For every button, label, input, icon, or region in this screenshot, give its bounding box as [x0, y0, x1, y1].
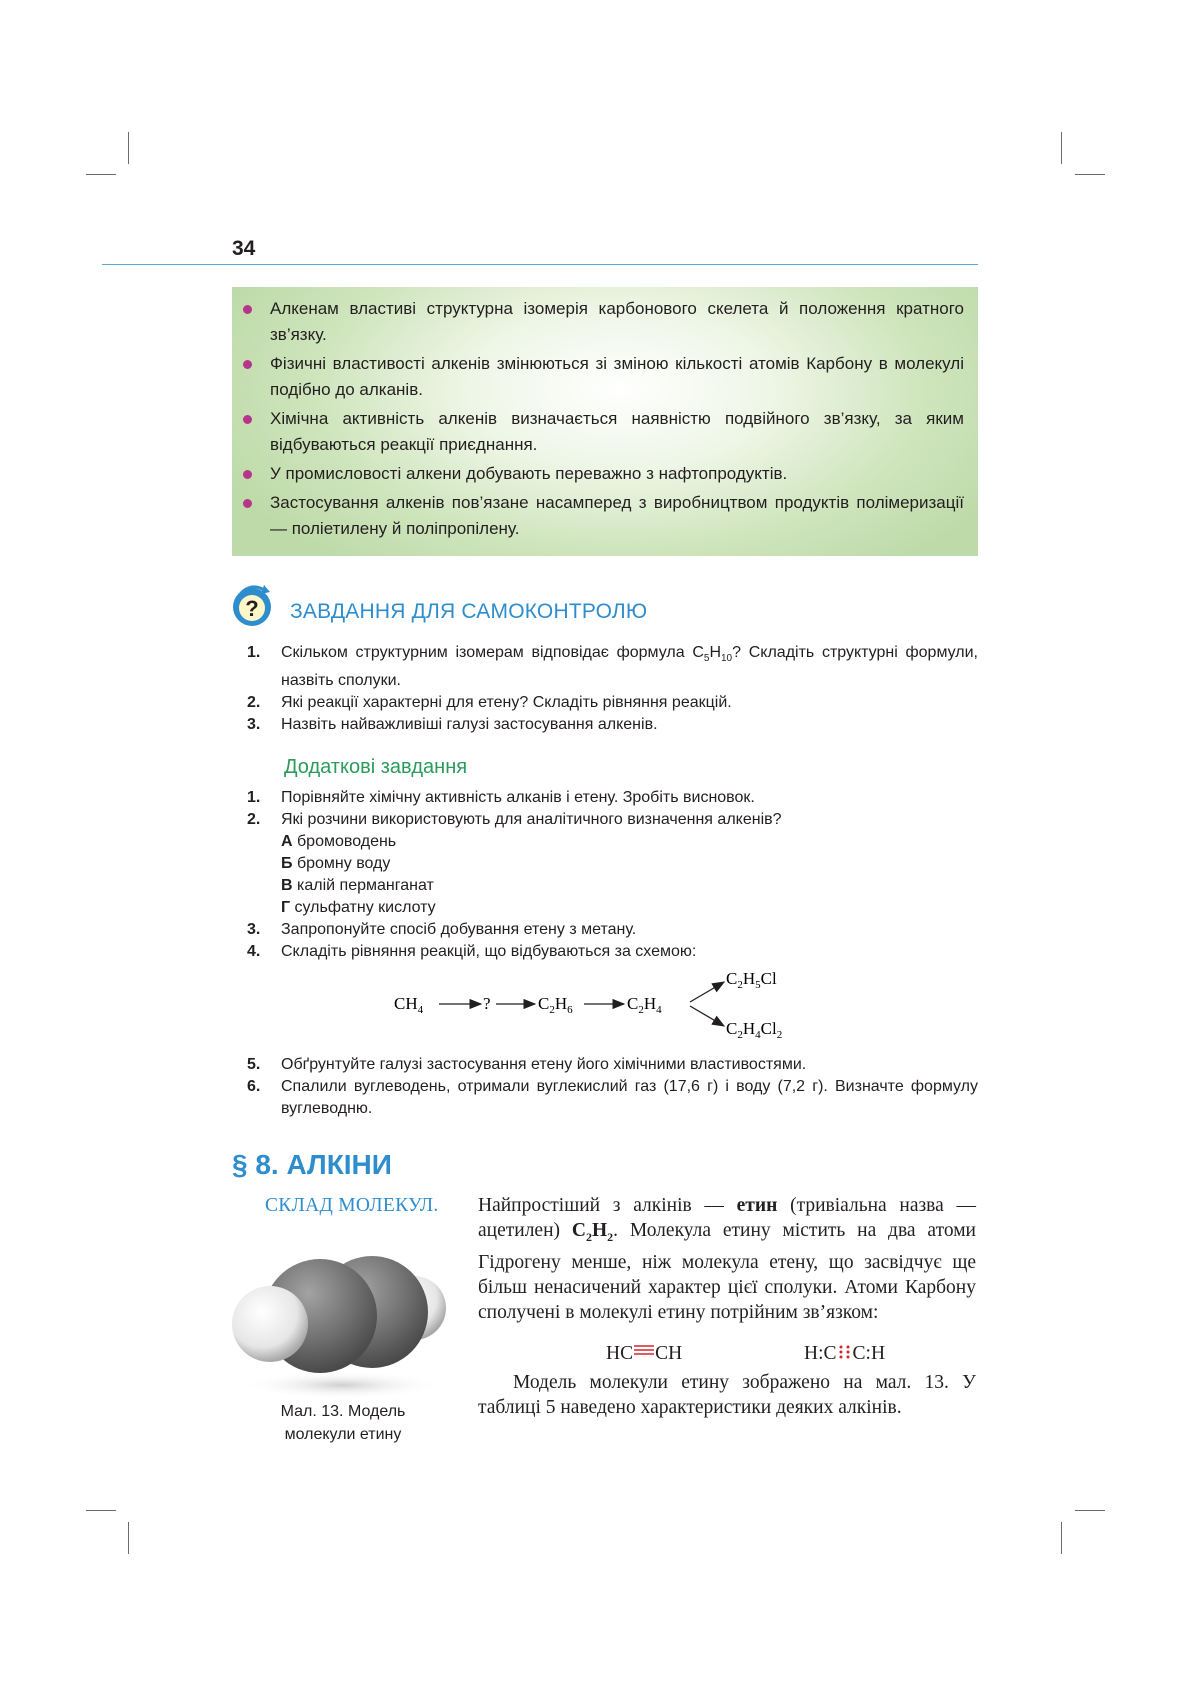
- summary-list: [232, 287, 978, 542]
- task-item: 1. Скільком структурним ізомерам відповідає формула $C_5H_{10}$? Складіть структурні формули, назвіть сполуки.: [247, 644, 978, 690]
- summary-item: Алкенам властиві структурна ізомерія карбонового скелета й положення кратного зв’язку.: [270, 296, 964, 348]
- summary-item: Хімічна активність алкенів визначається наявністю подвійного зв’язку, за яким відбуваються реакції приєднання.: [270, 406, 964, 458]
- task-item: 6. Спалили вуглеводень, отримали вуглекислий газ (17,6 г) і воду (7,2 г). Визначте формулу вуглеводню.: [247, 1078, 978, 1117]
- answer-option: Г сульфатну кислоту: [281, 899, 436, 916]
- additional-tasks-continued: [247, 1054, 978, 1120]
- task-item: 3. Запропонуйте спосіб добування етену з метану.: [247, 921, 637, 938]
- formula-c2h4cl2: $C_2H_4Cl_2$: [726, 1019, 783, 1041]
- ethyne-formulas: [478, 1343, 976, 1369]
- task-item: 1. Порівняйте хімічну активність алканів і етену. Зробіть висновок.: [247, 789, 755, 806]
- crop-mark-bottom-left-vertical: [128, 1522, 129, 1554]
- self-control-title: ЗАВДАННЯ ДЛЯ САМОКОНТРОЛЮ: [290, 600, 648, 623]
- answer-option: А бромоводень: [281, 833, 397, 850]
- task-item: 4. Складіть рівняння реакцій, що відбуваються за схемою:: [247, 943, 697, 960]
- subheading: СКЛАД МОЛЕКУЛ.: [265, 1195, 439, 1216]
- triple-bond-icon: [633, 1343, 655, 1357]
- bullet-icon: [243, 415, 252, 424]
- formula-c2h4: $C_2H_4$: [627, 994, 662, 1016]
- ethyne-molecule-model: [232, 1240, 452, 1400]
- additional-tasks: [247, 787, 978, 963]
- arrow: [690, 1006, 724, 1026]
- unknown-substance: ?: [483, 994, 491, 1013]
- answer-option: Б бромну воду: [281, 855, 391, 872]
- task-item: 2. Які реакції характерні для етену? Складіть рівняння реакцій.: [247, 694, 732, 712]
- task-item: 3. Назвіть найважливіші галузі застосування алкенів.: [247, 716, 658, 734]
- task-item: 2. Які розчини використовують для аналітичного визначення алкенів?: [247, 811, 782, 828]
- crop-mark-top-right-vertical: [1061, 132, 1062, 164]
- electron-formula: H:C C:H: [804, 1343, 886, 1364]
- electron-pairs-icon: [837, 1344, 853, 1360]
- bullet-icon: [243, 360, 252, 369]
- formula-c2h6: $C_2H_6$: [538, 994, 573, 1016]
- summary-item: Застосування алкенів пов’язане насамперед з виробництвом продуктів полімеризації — поліетилену й поліпропілену.: [270, 490, 964, 542]
- question-mark-icon: [230, 583, 274, 629]
- bullet-icon: [243, 470, 252, 479]
- paragraph-model: Модель молекули етину зображено на мал. 13. У таблиці 5 наведено характеристики деяких алкінів.: [478, 1372, 976, 1418]
- crop-mark-top-left-vertical: [128, 132, 129, 164]
- task-item: 5. Обґрунтуйте галузі застосування етену його хімічними властивостями.: [247, 1056, 807, 1073]
- formula-ch4: $CH_4$: [394, 994, 424, 1016]
- summary-item: У промисловості алкени добувають переважно з нафтопродуктів.: [270, 461, 964, 487]
- summary-box: [232, 287, 978, 556]
- page-number: 34: [232, 237, 256, 260]
- self-control-tasks: [247, 642, 978, 736]
- crop-mark-bottom-right-horizontal: [1075, 1510, 1105, 1511]
- figure-caption: Мал. 13. Модель молекули етину: [280, 1403, 406, 1443]
- crop-mark-top-right-horizontal: [1075, 174, 1105, 175]
- reaction-scheme: [386, 964, 806, 1042]
- formula-c2h5cl: $C_2H_5Cl$: [726, 969, 777, 991]
- bullet-icon: [243, 305, 252, 314]
- answer-option: В калій перманганат: [281, 877, 434, 894]
- section-title: § 8. АЛКІНИ: [232, 1149, 392, 1180]
- svg-text:?: ?: [245, 596, 259, 621]
- header-rule: [102, 264, 978, 265]
- structural-formula: HC CH: [606, 1343, 683, 1364]
- crop-mark-bottom-left-horizontal: [86, 1510, 116, 1511]
- paragraph-composition: Найпростіший з алкінів — етин (тривіальна назва — ацетилен) $C_2H_2$. Молекула етину містить на два атоми Гідрогену менше, ніж молекула етену, що засвідчує ще більш ненасичений характер цієї сполуки. Атоми Карбону сполучені в молекулі етину потрійним зв’язком:: [478, 1195, 976, 1323]
- crop-mark-top-left-horizontal: [86, 174, 116, 175]
- arrow: [690, 982, 724, 1002]
- additional-tasks-title: Додаткові завдання: [284, 756, 468, 778]
- crop-mark-bottom-right-vertical: [1061, 1522, 1062, 1554]
- bullet-icon: [243, 499, 252, 508]
- summary-item: Фізичні властивості алкенів змінюються зі зміною кількості атомів Карбону в молекулі подібно до алканів.: [270, 351, 964, 403]
